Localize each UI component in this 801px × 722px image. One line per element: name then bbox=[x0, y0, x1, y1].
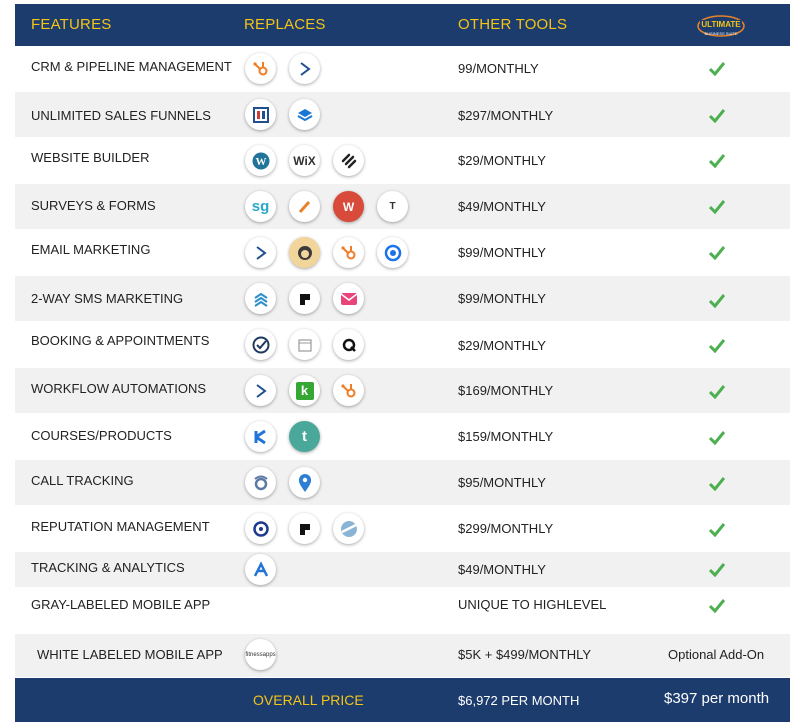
sg-label: sg bbox=[251, 198, 270, 215]
other-tools-price: UNIQUE TO HIGHLEVEL bbox=[458, 597, 607, 612]
constantcontact-icon bbox=[377, 237, 408, 268]
other-tools-price: $29/MONTHLY bbox=[458, 338, 546, 353]
acuity-icon bbox=[333, 329, 364, 360]
mailchimp-icon bbox=[289, 237, 320, 268]
feature-label: EMAIL MARKETING bbox=[31, 242, 151, 257]
wufoo-icon bbox=[333, 191, 364, 222]
calendar-icon bbox=[289, 329, 320, 360]
table-row bbox=[15, 414, 790, 460]
optional-add-on-note: Optional Add-On bbox=[668, 647, 765, 662]
included-check-icon bbox=[709, 563, 725, 577]
app-label: fitnessapps bbox=[245, 651, 276, 658]
table-row bbox=[15, 506, 790, 552]
table-row bbox=[15, 588, 790, 634]
included-check-icon bbox=[709, 62, 725, 76]
other-tools-price: $99/MONTHLY bbox=[458, 291, 546, 306]
included-check-icon bbox=[709, 339, 725, 353]
check-circle-icon bbox=[245, 329, 276, 360]
feature-label: WORKFLOW AUTOMATIONS bbox=[31, 381, 207, 396]
feature-label: BOOKING & APPOINTMENTS bbox=[31, 333, 210, 348]
feature-label: WHITE LABELED MOBILE APP bbox=[37, 647, 223, 662]
table-row bbox=[15, 634, 790, 678]
location-pin-icon bbox=[289, 467, 320, 498]
replaced-tools bbox=[245, 145, 364, 176]
feature-label: GRAY-LABELED MOBILE APP bbox=[31, 597, 211, 612]
wix-label: WiX bbox=[293, 153, 316, 168]
included-check-icon bbox=[709, 109, 725, 123]
table-row bbox=[15, 230, 790, 276]
mobile-app-icon bbox=[245, 639, 276, 670]
included-check-icon bbox=[709, 431, 725, 445]
ultimate-business-suite-logo bbox=[695, 9, 747, 43]
replaced-tools bbox=[245, 329, 364, 360]
podium-icon bbox=[289, 283, 320, 314]
activecampaign-icon bbox=[245, 237, 276, 268]
svg-text:BUSINESS SUITE: BUSINESS SUITE bbox=[704, 31, 738, 36]
table-footer bbox=[15, 678, 790, 722]
table-row bbox=[15, 368, 790, 414]
feature-label: WEBSITE BUILDER bbox=[31, 150, 150, 165]
other-tools-price: $49/MONTHLY bbox=[458, 562, 546, 577]
feature-label: UNLIMITED SALES FUNNELS bbox=[31, 108, 211, 123]
feature-label: CALL TRACKING bbox=[31, 473, 134, 488]
table-row bbox=[15, 322, 790, 368]
replaced-tools bbox=[245, 554, 276, 585]
included-check-icon bbox=[709, 154, 725, 168]
wordpress-icon bbox=[245, 145, 276, 176]
squarespace-icon bbox=[333, 145, 364, 176]
hubspot-icon bbox=[333, 375, 364, 406]
included-check-icon bbox=[709, 385, 725, 399]
hubspot-icon bbox=[245, 53, 276, 84]
other-tools-price: $49/MONTHLY bbox=[458, 199, 546, 214]
replaced-tools bbox=[245, 283, 364, 314]
envelope-icon bbox=[333, 283, 364, 314]
callrail-icon bbox=[245, 467, 276, 498]
other-tools-heading: OTHER TOOLS bbox=[458, 16, 568, 33]
other-tools-price: $169/MONTHLY bbox=[458, 383, 554, 398]
gauge-icon bbox=[333, 513, 364, 544]
table-row bbox=[15, 92, 790, 138]
table-row bbox=[15, 552, 790, 588]
features-heading: FEATURES bbox=[31, 16, 112, 33]
stack-icon bbox=[245, 283, 276, 314]
other-tools-price: $95/MONTHLY bbox=[458, 475, 546, 490]
birdeye-icon bbox=[245, 513, 276, 544]
replaced-tools bbox=[245, 53, 320, 84]
feature-label: TRACKING & ANALYTICS bbox=[31, 560, 185, 575]
replaced-tools bbox=[245, 191, 408, 222]
hubspot-icon bbox=[333, 237, 364, 268]
table-row bbox=[15, 138, 790, 184]
kajabi-icon bbox=[245, 421, 276, 452]
other-tools-price: $99/MONTHLY bbox=[458, 245, 546, 260]
table-row bbox=[15, 184, 790, 230]
replaced-tools bbox=[245, 467, 320, 498]
t-label: T bbox=[389, 201, 396, 212]
replaced-tools bbox=[245, 421, 320, 452]
other-tools-price: $159/MONTHLY bbox=[458, 429, 554, 444]
k-label: k bbox=[296, 382, 314, 400]
analytics-icon bbox=[245, 554, 276, 585]
activecampaign-icon bbox=[289, 53, 320, 84]
w-label: W bbox=[342, 199, 355, 214]
other-tools-price: $299/MONTHLY bbox=[458, 521, 554, 536]
replaced-tools bbox=[245, 639, 276, 670]
wix-icon bbox=[289, 145, 320, 176]
activecampaign-icon bbox=[245, 375, 276, 406]
included-check-icon bbox=[709, 477, 725, 491]
svg-text:ULTIMATE: ULTIMATE bbox=[701, 20, 741, 29]
table-row bbox=[15, 460, 790, 506]
table-row bbox=[15, 46, 790, 92]
keap-icon bbox=[289, 375, 320, 406]
included-check-icon bbox=[709, 523, 725, 537]
feature-label: SURVEYS & FORMS bbox=[31, 198, 156, 213]
included-check-icon bbox=[709, 294, 725, 308]
ultimate-suite-price: $397 per month bbox=[664, 690, 770, 707]
comparison-table bbox=[15, 4, 790, 722]
teachable-icon bbox=[289, 421, 320, 452]
podium-icon bbox=[289, 513, 320, 544]
replaced-tools bbox=[245, 237, 408, 268]
clickfunnels-icon bbox=[245, 99, 276, 130]
feature-label: 2-WAY SMS MARKETING bbox=[31, 291, 184, 306]
layers-icon bbox=[289, 99, 320, 130]
surveygizmo-icon bbox=[245, 191, 276, 222]
other-tools-total-price: $6,972 PER MONTH bbox=[458, 693, 580, 708]
replaced-tools bbox=[245, 99, 320, 130]
overall-price-label: OVERALL PRICE bbox=[253, 692, 364, 708]
replaces-heading: REPLACES bbox=[244, 16, 326, 33]
table-header bbox=[15, 4, 790, 46]
included-check-icon bbox=[709, 246, 725, 260]
included-check-icon bbox=[709, 599, 725, 613]
feature-label: CRM & PIPELINE MANAGEMENT bbox=[31, 59, 232, 74]
t-label: t bbox=[302, 428, 307, 445]
included-check-icon bbox=[709, 200, 725, 214]
pen-icon bbox=[289, 191, 320, 222]
other-tools-price: $297/MONTHLY bbox=[458, 108, 554, 123]
other-tools-price: 99/MONTHLY bbox=[458, 61, 539, 76]
feature-label: REPUTATION MANAGEMENT bbox=[31, 519, 210, 534]
replaced-tools bbox=[245, 513, 364, 544]
table-row bbox=[15, 276, 790, 322]
other-tools-price: $29/MONTHLY bbox=[458, 153, 546, 168]
feature-label: COURSES/PRODUCTS bbox=[31, 428, 172, 443]
replaced-tools bbox=[245, 375, 364, 406]
svg-text:W: W bbox=[255, 155, 266, 168]
other-tools-price: $5K + $499/MONTHLY bbox=[458, 647, 592, 662]
typeform-icon bbox=[377, 191, 408, 222]
